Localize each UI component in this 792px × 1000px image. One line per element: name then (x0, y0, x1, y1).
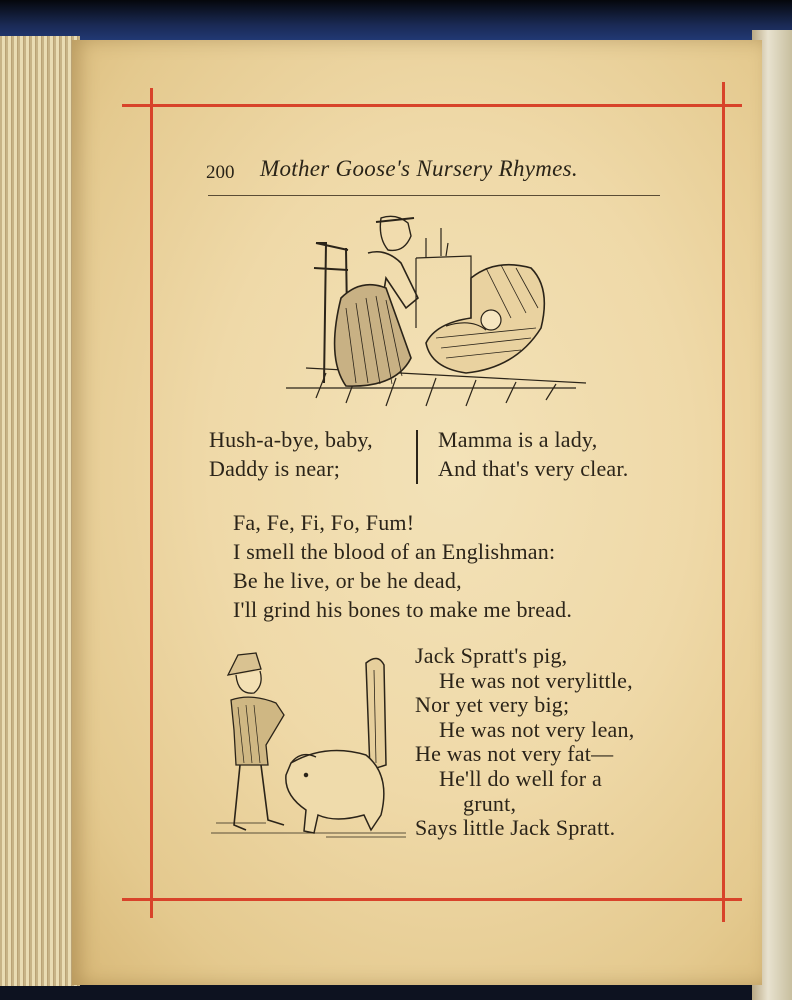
verse-line: Fa, Fe, Fi, Fo, Fum! (233, 510, 415, 535)
rhyme-fa-fe-fi (233, 508, 572, 624)
border-rule-left (150, 88, 153, 918)
verse-line: Mamma is a lady, (438, 427, 598, 452)
border-rule-top (122, 104, 742, 107)
rhyme-jack-spratt (415, 644, 634, 841)
illustration-boy-pig (206, 645, 416, 845)
running-title: Mother Goose's Nursery Rhymes. (260, 156, 578, 181)
page-stack-edge (0, 36, 80, 986)
header-rule (208, 195, 660, 196)
verse-line: He was not verylittle, (439, 667, 633, 693)
verse-line: I'll grind his bones to make me bread. (233, 597, 573, 622)
verse-line: Jack Spratt's pig, (415, 643, 568, 668)
verse-line: grunt, (463, 790, 517, 816)
floor-boards (286, 368, 586, 406)
verse-line: He was not very fat— (415, 741, 614, 767)
verse-line: Be he live, or be he dead, (233, 568, 462, 593)
column-divider (416, 430, 418, 484)
verse-line: He'll do well for a (439, 765, 602, 791)
book-cover-top (0, 0, 792, 42)
page-header (206, 156, 666, 188)
verse-line: He was not very lean, (439, 716, 635, 742)
border-rule-right (722, 82, 725, 922)
verse-line: I smell the blood of an Englishman: (233, 539, 556, 564)
verse-line: Hush-a-bye, baby, (209, 427, 373, 452)
page-number: 200 (206, 162, 235, 183)
verse-line: Nor yet very big; (415, 692, 570, 718)
rhyme-hush-right (438, 425, 628, 483)
verse-line: Says little Jack Spratt. (415, 815, 616, 841)
verse-line: Daddy is near; (209, 456, 341, 481)
illustration-woman-cradle (286, 208, 586, 408)
verse-line: And that's very clear. (438, 456, 629, 481)
rhyme-hush-left (209, 425, 373, 483)
border-rule-bottom (122, 898, 742, 901)
